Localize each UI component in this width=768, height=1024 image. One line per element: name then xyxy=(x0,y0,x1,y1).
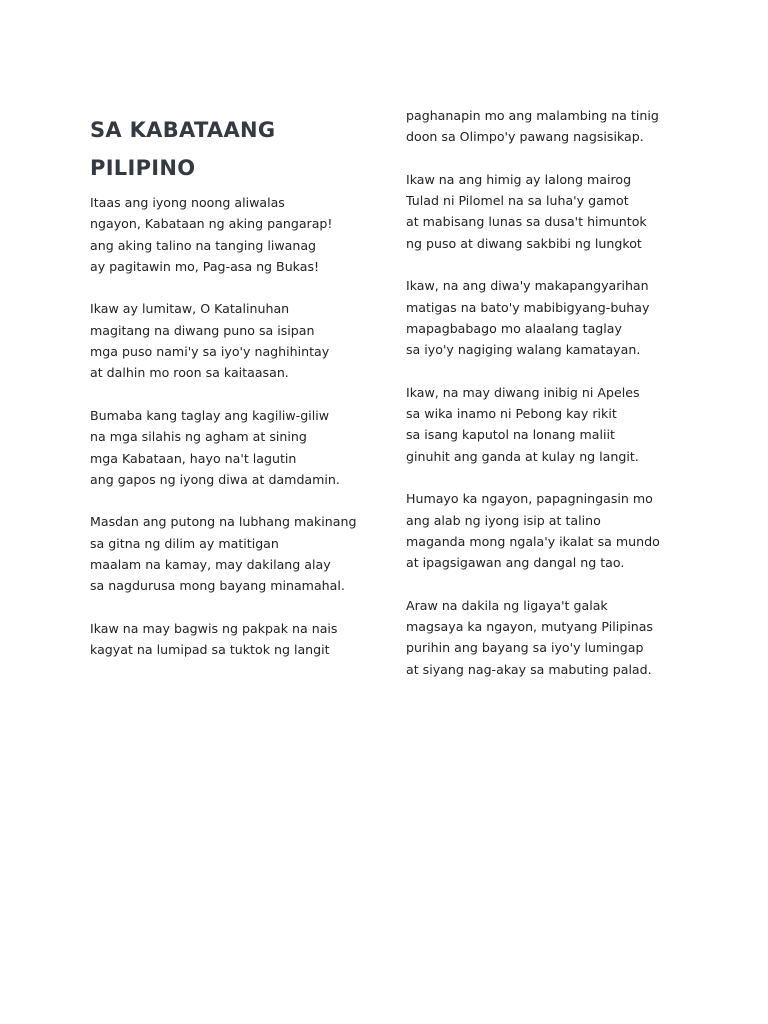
poem-line: matigas na bato'y mabibigyang-buhay xyxy=(406,299,650,315)
poem-line: na mga silahis ng agham at sining xyxy=(90,429,307,445)
poem-line: ang alab ng iyong isip at talino xyxy=(406,512,601,528)
stanza xyxy=(406,382,726,467)
poem-line: sa isang kaputol na lonang maliit xyxy=(406,427,615,443)
stanza xyxy=(406,169,726,254)
poem-line: sa iyo'y nagiging walang kamatayan. xyxy=(406,342,641,358)
poem-line: Masdan ang putong na lubhang makinang xyxy=(90,514,357,530)
stanza xyxy=(90,511,390,596)
poem-line: ginuhit ang ganda at kulay ng langit. xyxy=(406,448,639,464)
poem-line: ay pagitawin mo, Pag-asa ng Bukas! xyxy=(90,258,320,274)
poem-line: Araw na dakila ng ligaya't galak xyxy=(406,597,608,613)
poem-line: Ikaw, na may diwang inibig ni Apeles xyxy=(406,384,640,400)
right-column xyxy=(406,105,726,680)
poem-title: SA KABATAANG PILIPINO xyxy=(90,118,276,180)
poem-line: at mabisang lunas sa dusa't himuntok xyxy=(406,214,647,230)
poem-line: doon sa Olimpo'y pawang nagsisikap. xyxy=(406,129,644,145)
poem-line: maalam na kamay, may dakilang alay xyxy=(90,557,331,573)
poem-line: maganda mong ngala'y ikalat sa mundo xyxy=(406,533,660,549)
poem-line: sa wika inamo ni Pebong kay rikit xyxy=(406,406,617,422)
poem-line: Ikaw, na ang diwa'y makapangyarihan xyxy=(406,278,649,294)
poem-line: mapagbabago mo alaalang taglay xyxy=(406,320,622,336)
poem-line: Ikaw ay lumitaw, O Katalinuhan xyxy=(90,301,290,317)
poem-line: at dalhin mo roon sa kaitaasan. xyxy=(90,365,289,381)
poem-line: Ikaw na ang himig ay lalong mairog xyxy=(406,171,632,187)
poem-line: ng puso at diwang sakbibi ng lungkot xyxy=(406,235,642,251)
poem-line: magsaya ka ngayon, mutyang Pilipinas xyxy=(406,619,653,635)
poem-line: Humayo ka ngayon, papagningasin mo xyxy=(406,491,653,507)
stanza xyxy=(406,105,726,148)
poem-line: mga puso nami'y sa iyo'y naghihintay xyxy=(90,344,330,360)
poem-line: magitang na diwang puno sa isipan xyxy=(90,322,315,338)
poem-line: ang aking talino na tanging liwanag xyxy=(90,237,317,253)
stanza xyxy=(90,618,390,661)
poem-line: paghanapin mo ang malambing na tinig xyxy=(406,108,659,123)
stanza xyxy=(90,298,390,383)
stanza xyxy=(406,595,726,680)
poem-line: sa nagdurusa mong bayang minamahal. xyxy=(90,578,345,594)
poem-line: mga Kabataan, hayo na't lagutin xyxy=(90,450,297,466)
poem-line: Bumaba kang taglay ang kagiliw-giliw xyxy=(90,407,330,423)
poem-line: Tulad ni Pilomel na sa luha'y gamot xyxy=(406,193,629,209)
poem-line: Itaas ang iyong noong aliwalas xyxy=(90,195,285,210)
poem-line: at ipagsigawan ang dangal ng tao. xyxy=(406,555,625,571)
poem-line: ang gapos ng iyong diwa at damdamin. xyxy=(90,471,340,487)
poem-line: purihin ang bayang sa iyo'y lumingap xyxy=(406,640,644,656)
left-column xyxy=(90,192,390,661)
poem-line: at siyang nag-akay sa mabuting palad. xyxy=(406,661,652,677)
stanza xyxy=(90,405,390,490)
stanza xyxy=(90,192,390,277)
poem-line: Ikaw na may bagwis ng pakpak na nais xyxy=(90,620,338,636)
poem-line: kagyat na lumipad sa tuktok ng langit xyxy=(90,642,330,658)
stanza xyxy=(406,488,726,573)
poem-line: sa gitna ng dilim ay matitigan xyxy=(90,535,279,551)
poem-line: ngayon, Kabataan ng aking pangarap! xyxy=(90,216,333,232)
stanza xyxy=(406,275,726,360)
